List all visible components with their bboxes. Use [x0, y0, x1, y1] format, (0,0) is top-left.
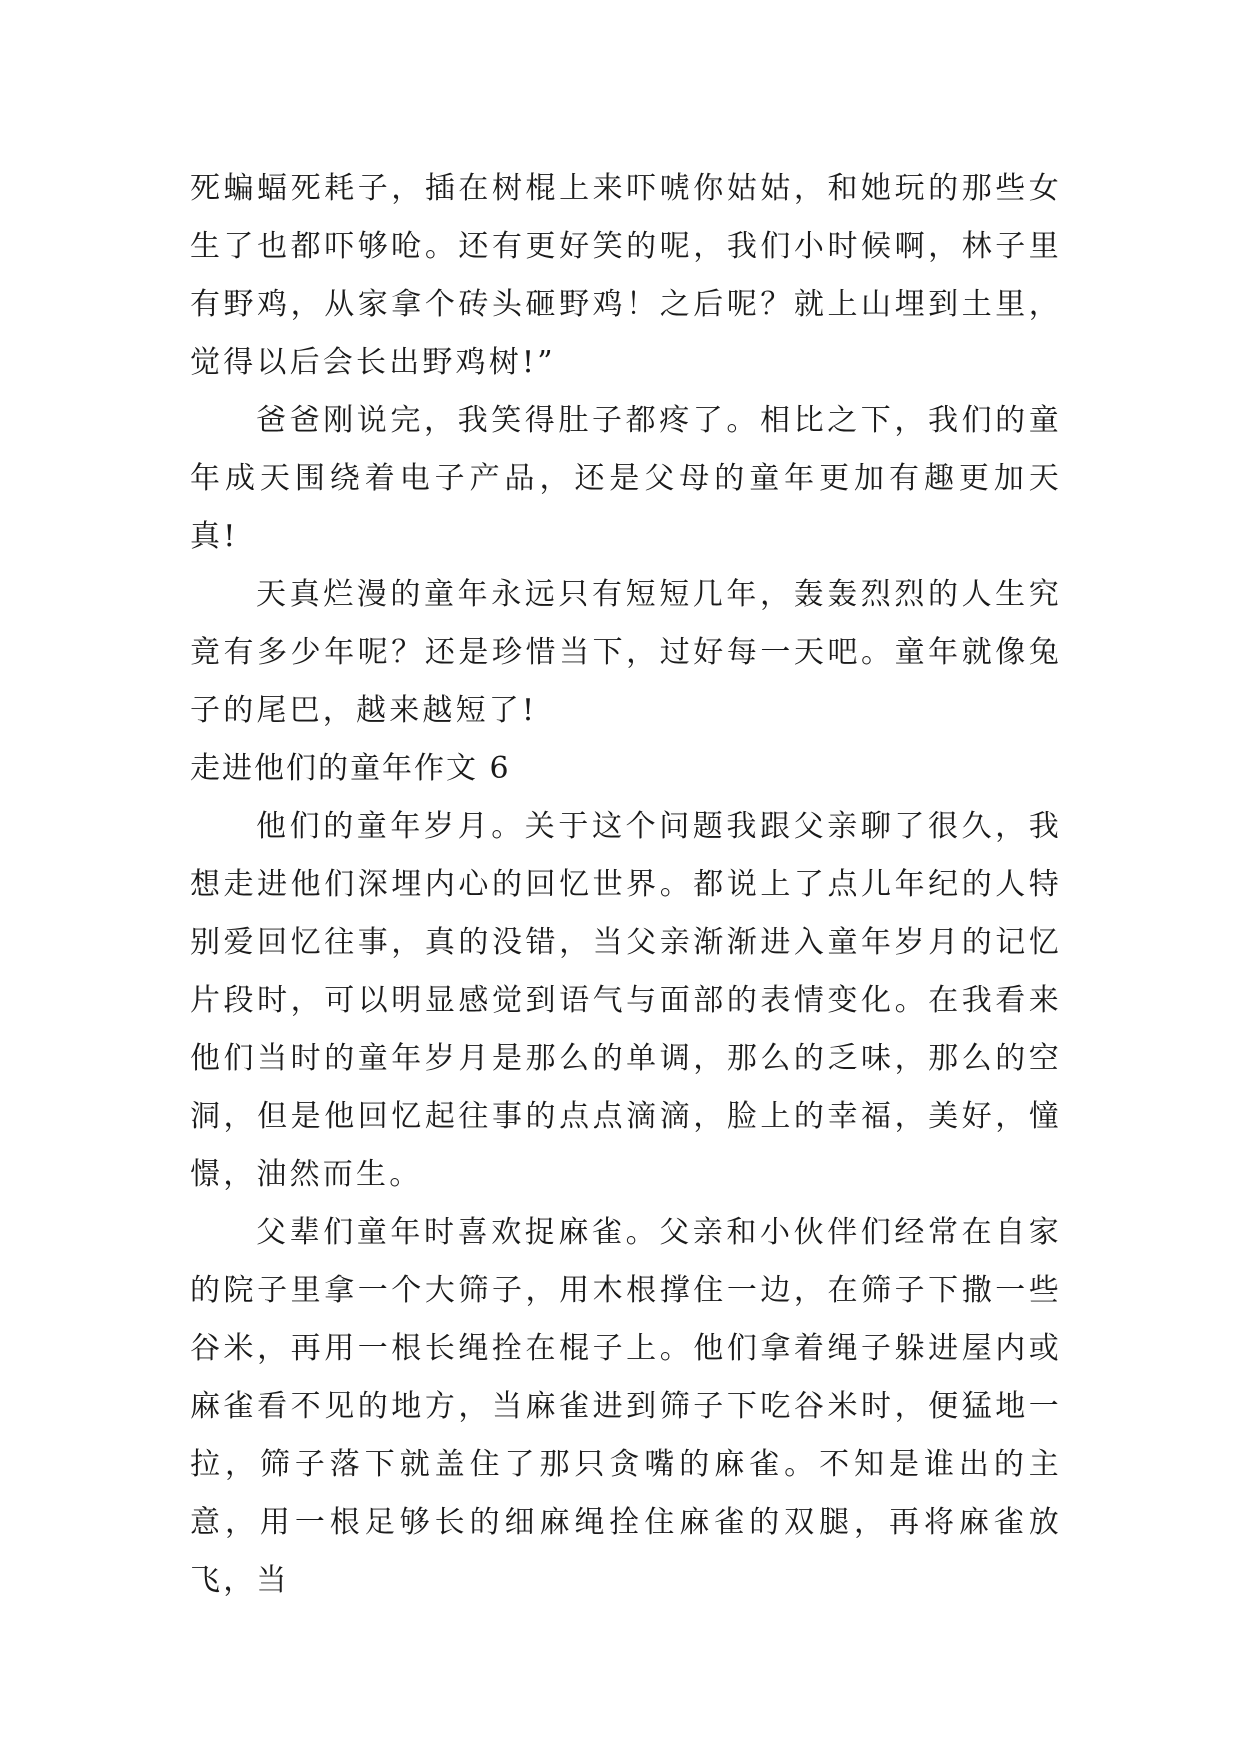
document-body [190, 160, 1062, 1610]
paragraph: 天真烂漫的童年永远只有短短几年，轰轰烈烈的人生究竟有多少年呢？还是珍惜当下，过好每一天吧。童年就像兔子的尾巴，越来越短了! [190, 577, 1062, 728]
section-heading: 走进他们的童年作文 6 [190, 751, 511, 786]
paragraph: 爸爸刚说完，我笑得肚子都疼了。相比之下，我们的童年成天围绕着电子产品，还是父母的童年更加有趣更加天真! [190, 403, 1062, 554]
paragraph: 死蝙蝠死耗子，插在树棍上来吓唬你姑姑，和她玩的那些女生了也都吓够呛。还有更好笑的呢，我们小时候啊，林子里有野鸡，从家拿个砖头砸野鸡！之后呢？就上山埋到土里，觉得以后会长出野鸡树!” [190, 171, 1062, 380]
paragraph: 父辈们童年时喜欢捉麻雀。父亲和小伙伴们经常在自家的院子里拿一个大筛子，用木根撑住一边，在筛子下撒一些谷米，再用一根长绳拴在棍子上。他们拿着绳子躲进屋内或麻雀看不见的地方，当麻雀进到筛子下吃谷米时，便猛地一拉，筛子落下就盖住了那只贪嘴的麻雀。不知是谁出的主意，用一根足够长的细麻绳拴住麻雀的双腿，再将麻雀放飞，当 [190, 1215, 1062, 1598]
paragraph: 他们的童年岁月。关于这个问题我跟父亲聊了很久，我想走进他们深埋内心的回忆世界。都说上了点儿年纪的人特别爱回忆往事，真的没错，当父亲渐渐进入童年岁月的记忆片段时，可以明显感觉到语气与面部的表情变化。在我看来他们当时的童年岁月是那么的单调，那么的乏味，那么的空洞，但是他回忆起往事的点点滴滴，脸上的幸福，美好，憧憬，油然而生。 [190, 809, 1062, 1192]
